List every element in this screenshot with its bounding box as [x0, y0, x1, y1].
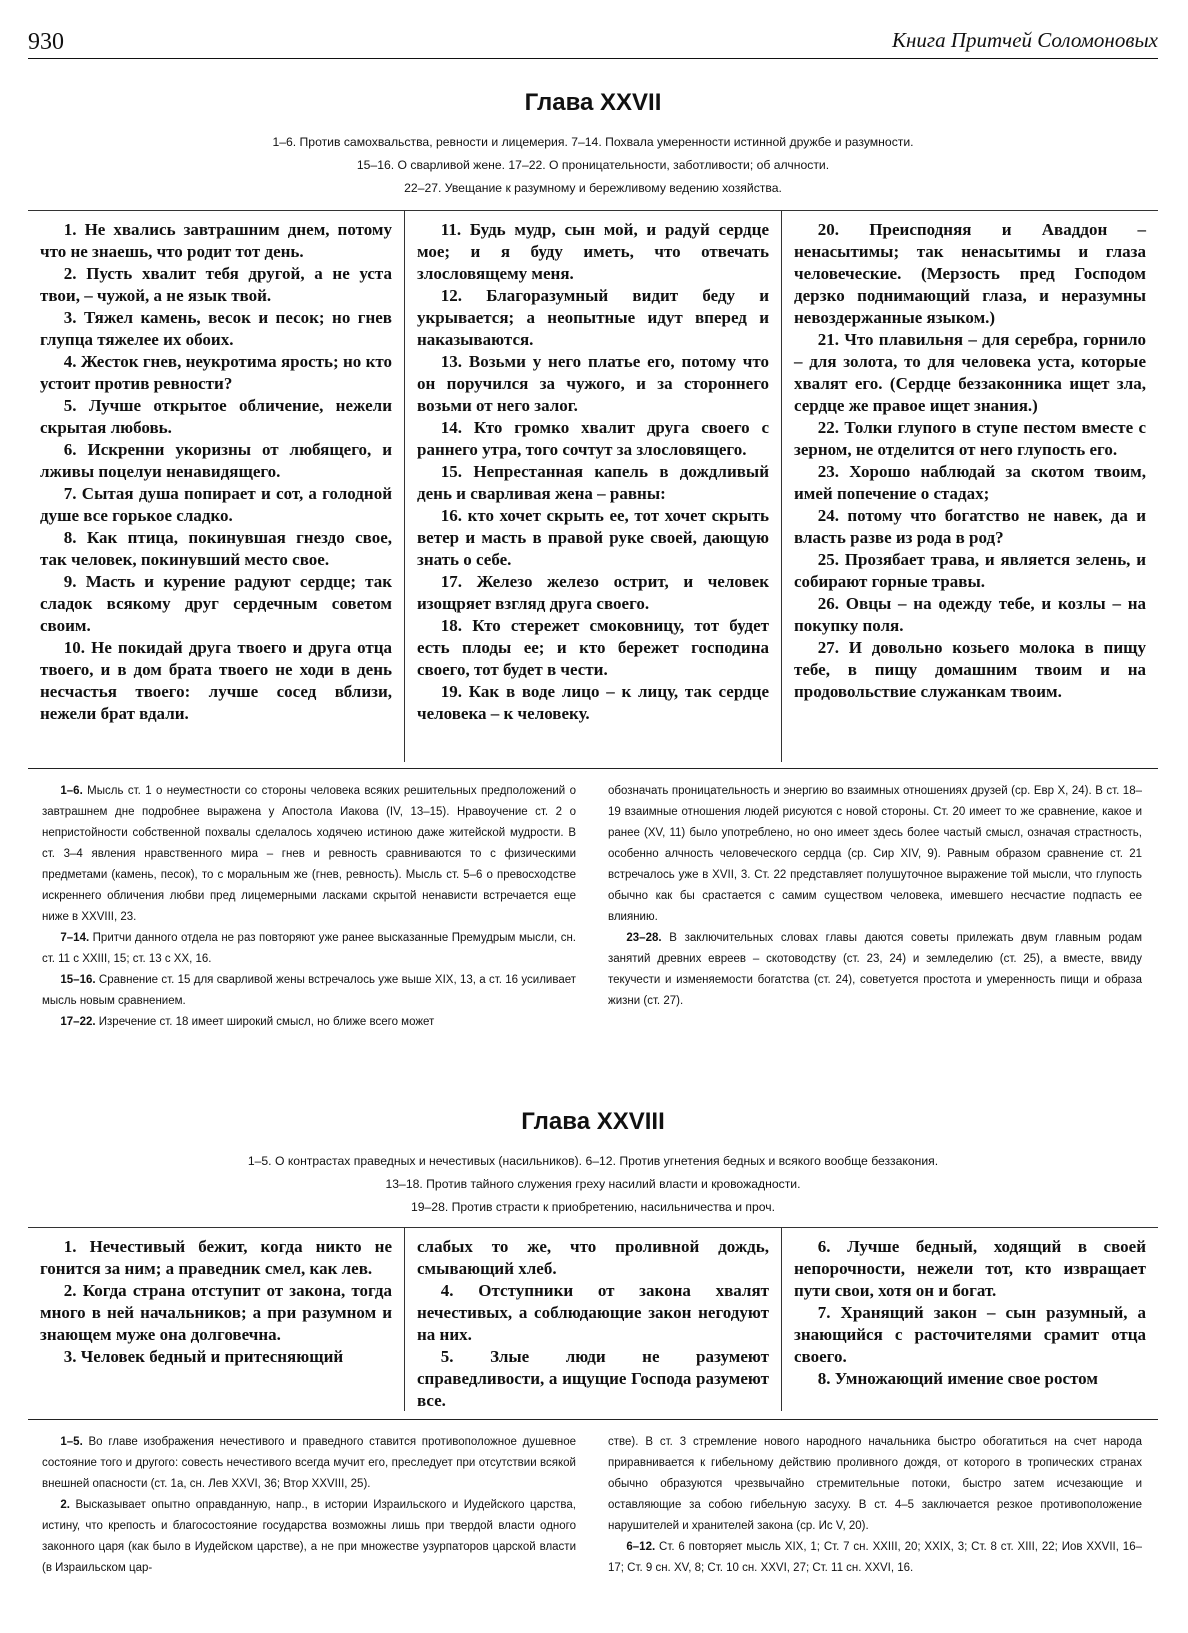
- summary-line: 15–16. О сварливой жене. 17–22. О проницательности, заботливости; об алчности.: [356, 158, 830, 172]
- commentary-column-1: [28, 769, 592, 1086]
- chapter-28-title: Глава XXVIII: [521, 1108, 665, 1135]
- verse: слабых то же, что проливной дождь, смывающий хлеб.: [417, 1237, 769, 1278]
- commentary-paragraph: [42, 781, 576, 928]
- chapter-27-commentary: [28, 768, 1158, 1086]
- commentary-paragraph: [608, 781, 1142, 928]
- verse: 26. Овцы – на одежду тебе, и козлы – на покупку поля.: [794, 594, 1146, 635]
- verse: 3. Человек бедный и притесняющий: [63, 1347, 344, 1366]
- verse: 21. Что плавильня – для серебра, горнило – для золота, то для человека уста, которые хвалят его. (Сердце беззаконника ищет зла, сердце же правое ищет знания.): [794, 330, 1146, 415]
- commentary-paragraph: [608, 928, 1142, 1012]
- commentary-text: Притчи данного отдела не раз повторяют уже ранее высказанные Премудрым мысли, сн. ст. 11 с XXIII, 15; ст. 13 с XX, 16.: [42, 932, 576, 965]
- commentary-text: стве). В ст. 3 стремление нового народного начальника быстро обогатиться на счет народа приравнивается к гибельному действию проливного дождя, от которого в тропических странах обычно образуются чрезвычайно стремительные потоки, быстро затем исчезающие и оставляющие за собою гибельную засуху. В ст. 4–5 заключается резкое противоположение нарушителей и хранителей закона (ср. Ис V, 20).: [608, 1436, 1142, 1532]
- commentary-ref: 1–5.: [60, 1436, 83, 1448]
- commentary-text: Мысль ст. 1 о неуместности со стороны человека всяких решительных предположений о завтрашнем дне подробнее выражена у Апостола Иакова (IV, 13–15). Нравоучение ст. 2 о непристойности собственной похвалы сделалось ходячею истиною даже житейской мудрости. В ст. 3–4 явления нравственного мира – гнев и ревность сравниваются то с физическими предметами (камень, песок), то с моральным же (гнев, ревность). Мысль ст. 5–6 о превосходстве искреннего обличения любви пред лицемерными ласками скрытой ненависти встречается еще ниже в XXVIII, 23.: [42, 785, 576, 923]
- verse-column-1: [28, 1228, 404, 1411]
- commentary-text: Высказывает опытно оправданную, напр., в истории Израильского и Иудейского царства, истину, что крепость и благосостояние государства возможны лишь при твердой власти одного законного царя (как было в Иудейском царстве), а не при множестве узурпаторов царской власти (в Израильском цар-: [42, 1499, 576, 1574]
- commentary-ref: 23–28.: [626, 932, 662, 944]
- commentary-paragraph: [42, 1432, 576, 1495]
- verse: 5. Лучше открытое обличение, нежели скрытая любовь.: [40, 396, 392, 437]
- commentary-column-1: [28, 1420, 592, 1587]
- verse: 9. Масть и курение радуют сердце; так сладок всякому друг сердечным советом своим.: [40, 572, 392, 635]
- verse-column-3: [781, 1228, 1158, 1411]
- verse-column-3: [781, 211, 1158, 762]
- verse-column-2: [404, 211, 781, 762]
- verse: 18. Кто стережет смоковницу, тот будет есть плоды ее; и кто бережет господина своего, тот будет в чести.: [417, 616, 769, 679]
- commentary-text: Сравнение ст. 15 для сварливой жены встречалось уже выше XIX, 13, а ст. 16 усиливает мысль новым сравнением.: [42, 974, 576, 1007]
- commentary-paragraph: [42, 1012, 576, 1033]
- verse: 4. Отступники от закона хвалят нечестивых, а соблюдающие закон негодуют на них.: [417, 1281, 769, 1344]
- commentary-paragraph: [42, 970, 576, 1012]
- verse: 27. И довольно козьего молока в пищу тебе, в пищу домашним твоим и на продовольствие служанкам твоим.: [794, 638, 1146, 701]
- book-title: Книга Притчей Соломоновых: [892, 28, 1158, 52]
- verse: 15. Непрестанная капель в дождливый день и сварливая жена – равны:: [417, 462, 769, 503]
- commentary-paragraph: [42, 1495, 576, 1579]
- commentary-column-2: [592, 769, 1158, 1086]
- commentary-paragraph: [608, 1432, 1142, 1537]
- book-page: [28, 18, 1158, 1618]
- verse: 14. Кто громко хвалит друга своего с раннего утра, того сочтут за злословящего.: [417, 418, 769, 459]
- verse-column-2: [404, 1228, 781, 1411]
- chapter-28-commentary: [28, 1419, 1158, 1587]
- verse: 24. потому что богатство не навек, да и власть разве из рода в род?: [794, 506, 1146, 547]
- verse: 20. Преисподняя и Аваддон – ненасытимы; так ненасытимы и глаза человеческие. (Мерзость пред Господом дерзко поднимающий глаза, и неразумны невоздержанные языком.): [794, 220, 1146, 327]
- verse-column-1: [28, 211, 404, 762]
- chapter-28-summary: [28, 1150, 1158, 1219]
- verse: 7. Сытая душа попирает и сот, а голодной душе все горькое сладко.: [40, 484, 392, 525]
- verse: 10. Не покидай друга твоего и друга отца твоего, и в дом брата твоего не ходи в день несчастья твоего: лучше сосед вблизи, нежели брат вдали.: [40, 638, 392, 723]
- verse: 7. Хранящий закон – сын разумный, а знающийся с расточителями срамит отца своего.: [794, 1303, 1146, 1366]
- verse: 6. Искренни укоризны от любящего, и лживы поцелуи ненавидящего.: [40, 440, 392, 481]
- commentary-text: обозначать проницательность и энергию во взаимных отношениях друзей (ср. Евр X, 24). В ст. 18–19 взаимные отношения людей рисуются с новой стороны. Ст. 20 имеет то же сравнение, какое и ранее (XV, 11) было употреблено, но оно имеет здесь более частый смысл, означая страстность, особенно алчность человеческого сердца (ср. Сир XIV, 9). Равным образом сравнение ст. 21 встречалось уже в XVII, 3. Ст. 22 представляет полушуточное выражение той мысли, что глупость обычно как бы срастается с самим существом человека, имевшего несчастие подпасть ее влиянию.: [608, 785, 1142, 923]
- commentary-column-2: [592, 1420, 1158, 1587]
- commentary-paragraph: [608, 1537, 1142, 1579]
- verse: 5. Злые люди не разумеют справедливости, а ищущие Господа разумеют все.: [417, 1347, 769, 1410]
- commentary-ref: 17–22.: [60, 1016, 96, 1028]
- commentary-ref: 7–14.: [60, 932, 90, 944]
- verse: 19. Как в воде лицо – к лицу, так сердце человека – к человеку.: [417, 682, 769, 723]
- chapter-28-verses: [28, 1227, 1158, 1411]
- commentary-ref: 6–12.: [626, 1541, 656, 1553]
- verse: 8. Умножающий имение свое ростом: [817, 1369, 1098, 1388]
- chapter-27-title: Глава XXVII: [524, 89, 662, 116]
- summary-line: 1–6. Против самохвальства, ревности и лицемерия. 7–14. Похвала умеренности истинной дружбе и разумности.: [272, 135, 914, 149]
- verse: 8. Как птица, покинувшая гнездо свое, так человек, покинувший место свое.: [40, 528, 392, 569]
- commentary-text: Ст. 6 повторяет мысль XIX, 1; Ст. 7 сн. XXIII, 20; XXIX, 3; Ст. 8 ст. XIII, 22; Иов XXVII, 16–17; Ст. 9 сн. XV, 8; Ст. 10 сн. XXVI, 27; Ст. 11 сн. XXVI, 16.: [608, 1541, 1142, 1574]
- chapter-27-verses: [28, 210, 1158, 762]
- summary-line: 19–28. Против страсти к приобретению, насильничества и проч.: [410, 1200, 776, 1214]
- commentary-text: В заключительных словах главы даются советы прилежать двум главным родам занятий древних евреев – скотоводству (ст. 23, 24) и земледелию (ст. 25), а вместе, ввиду текучести и изменяемости богатства (ст. 24), советуется простота и умеренность пищи и образа жизни (ст. 27).: [608, 932, 1142, 1007]
- verse: 17. Железо железо острит, и человек изощряет взгляд друга своего.: [417, 572, 769, 613]
- verse: 12. Благоразумный видит беду и укрывается; а неопытные идут вперед и наказываются.: [417, 286, 769, 349]
- commentary-paragraph: [42, 928, 576, 970]
- verse: 1. Не хвались завтрашним днем, потому что не знаешь, что родит тот день.: [40, 220, 392, 261]
- verse: 2. Пусть хвалит тебя другой, а не уста твои, – чужой, а не язык твой.: [40, 264, 392, 305]
- commentary-text: Изречение ст. 18 имеет широкий смысл, но ближе всего может: [95, 1016, 435, 1028]
- verse: 2. Когда страна отступит от закона, тогда много в ней начальников; а при разумном и знающем муже она долговечна.: [40, 1281, 392, 1344]
- summary-line: 1–5. О контрастах праведных и нечестивых (насильников). 6–12. Против угнетения бедных и всякого вообще беззакония.: [247, 1154, 939, 1168]
- verse: 6. Лучше бедный, ходящий в своей непорочности, нежели тот, кто извращает пути свои, хотя он и богат.: [794, 1237, 1146, 1300]
- summary-line: 13–18. Против тайного служения греху насилий власти и кровожадности.: [385, 1177, 801, 1191]
- commentary-text: Во главе изображения нечестивого и праведного ставится противоположное душевное состояние того и другого: совесть нечестивого всегда мучит его, преследует при отсутствии всякой внешней опасности (ст. 1а, сн. Лев XXVI, 36; Втор XXVIII, 25).: [42, 1436, 576, 1490]
- verse: 3. Тяжел камень, весок и песок; но гнев глупца тяжелее их обоих.: [40, 308, 392, 349]
- verse: 4. Жесток гнев, неукротима ярость; но кто устоит против ревности?: [40, 352, 392, 393]
- verse: 25. Прозябает трава, и является зелень, и собирают горные травы.: [794, 550, 1146, 591]
- commentary-ref: 15–16.: [60, 974, 96, 986]
- page-number: 930: [28, 29, 64, 55]
- verse: 11. Будь мудр, сын мой, и радуй сердце мое; и я буду иметь, что отвечать злословящему меня.: [417, 220, 769, 283]
- verse: 22. Толки глупого в ступе пестом вместе с зерном, не отделится от него глупость его.: [794, 418, 1146, 459]
- verse: 13. Возьми у него платье его, потому что он поручился за чужого, и за стороннего возьми от него залог.: [417, 352, 769, 415]
- verse: 16. кто хочет скрыть ее, тот хочет скрыть ветер и масть в правой руке своей, дающую знать о себе.: [417, 506, 769, 569]
- verse: 1. Нечестивый бежит, когда никто не гонится за ним; а праведник смел, как лев.: [40, 1237, 392, 1278]
- running-header: [28, 18, 1158, 59]
- commentary-ref: 2.: [60, 1499, 70, 1511]
- chapter-27-summary: [28, 131, 1158, 200]
- summary-line: 22–27. Увещание к разумному и бережливому ведению хозяйства.: [404, 181, 782, 195]
- verse: 23. Хорошо наблюдай за скотом твоим, имей попечение о стадах;: [794, 462, 1146, 503]
- commentary-ref: 1–6.: [60, 785, 83, 797]
